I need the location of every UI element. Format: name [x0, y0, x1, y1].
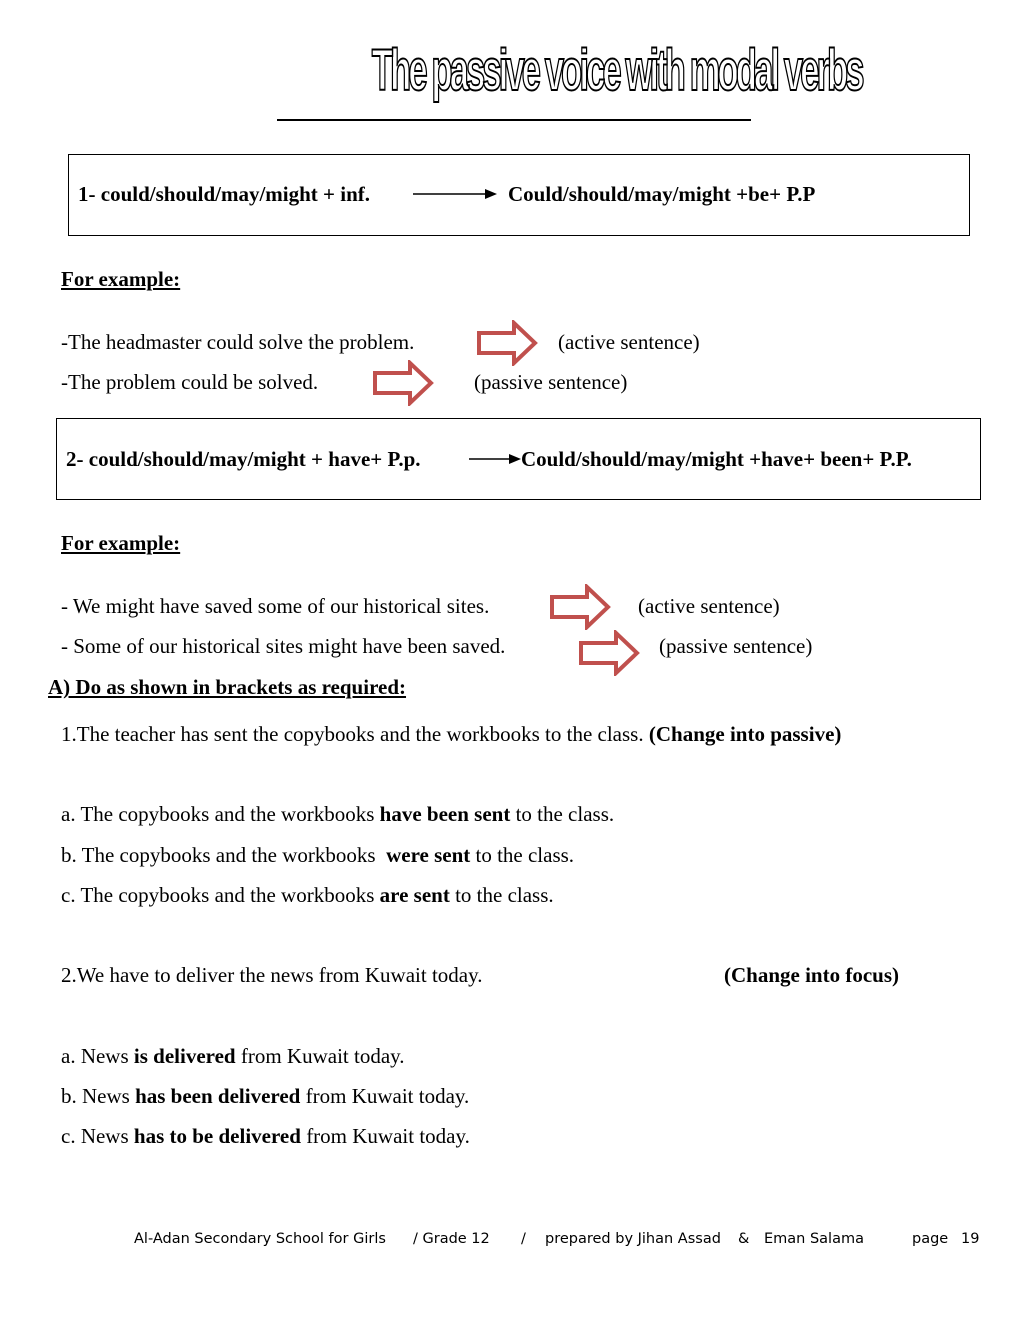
rule2-active-form: 2- could/should/may/might + have+ P.p.: [66, 447, 421, 471]
footer-page-label: page: [912, 1231, 949, 1247]
question-1-option-a: a. The copybooks and the workbooks have been sent to the class.: [61, 802, 615, 826]
example1-active-label: (active sentence): [558, 330, 700, 354]
rule1-passive-form: Could/should/may/might +be+ P.P: [508, 182, 816, 206]
example1-passive-sentence: -The problem could be solved.: [61, 370, 319, 394]
example1-heading: For example:: [61, 267, 181, 291]
question-1: [61, 722, 841, 747]
example2-heading: For example:: [61, 531, 181, 555]
example1-passive-label: (passive sentence): [474, 370, 628, 394]
question-2-option-c: c. News has to be delivered from Kuwait today.: [61, 1124, 470, 1148]
example2-active-arrow-icon: [549, 584, 611, 630]
question-1-option-b: b. The copybooks and the workbooks were sent to the class.: [61, 843, 575, 867]
example2-passive-sentence: - Some of our historical sites might have been saved.: [61, 634, 506, 658]
exercise-heading: A) Do as shown in brackets as required:: [48, 675, 407, 699]
question-1-stem: 1.The teacher has sent the copybooks and the workbooks to the class.: [61, 722, 644, 746]
footer-separator: /: [521, 1231, 526, 1247]
example1-active-arrow-icon: [476, 320, 538, 366]
example1-passive-arrow-icon: [372, 360, 434, 406]
page-title: The passive voice with modal verbs: [371, 38, 862, 103]
footer-school: Al-Adan Secondary School for Girls: [134, 1231, 386, 1247]
title-underline: [277, 119, 751, 121]
example1-active-sentence: -The headmaster could solve the problem.: [61, 330, 415, 354]
example2-passive-arrow-icon: [578, 630, 640, 676]
footer-grade: / Grade 12: [413, 1231, 490, 1247]
footer-author-2: Eman Salama: [764, 1231, 864, 1247]
rule1-active-form: 1- could/should/may/might + inf.: [78, 182, 371, 206]
question-1-option-c: c. The copybooks and the workbooks are sent to the class.: [61, 883, 554, 907]
question-1-instruction: (Change into passive): [648, 722, 842, 746]
question-2-option-b: b. News has been delivered from Kuwait today.: [61, 1084, 470, 1108]
footer-ampersand: &: [738, 1231, 750, 1247]
question-2-option-a: a. News is delivered from Kuwait today.: [61, 1044, 405, 1068]
example2-active-label: (active sentence): [638, 594, 780, 618]
rule2-arrow-icon: [469, 453, 521, 465]
footer-prepared-by: prepared by Jihan Assad: [545, 1231, 721, 1247]
example2-passive-label: (passive sentence): [659, 634, 813, 658]
question-2-stem: 2.We have to deliver the news from Kuwait today.: [61, 963, 483, 987]
footer-page-number: 19: [961, 1231, 980, 1247]
rule2-passive-form: Could/should/may/might +have+ been+ P.P.: [521, 447, 912, 471]
rule1-arrow-icon: [413, 188, 497, 200]
example2-active-sentence: - We might have saved some of our historical sites.: [61, 594, 490, 618]
question-2-instruction: (Change into focus): [724, 963, 900, 987]
